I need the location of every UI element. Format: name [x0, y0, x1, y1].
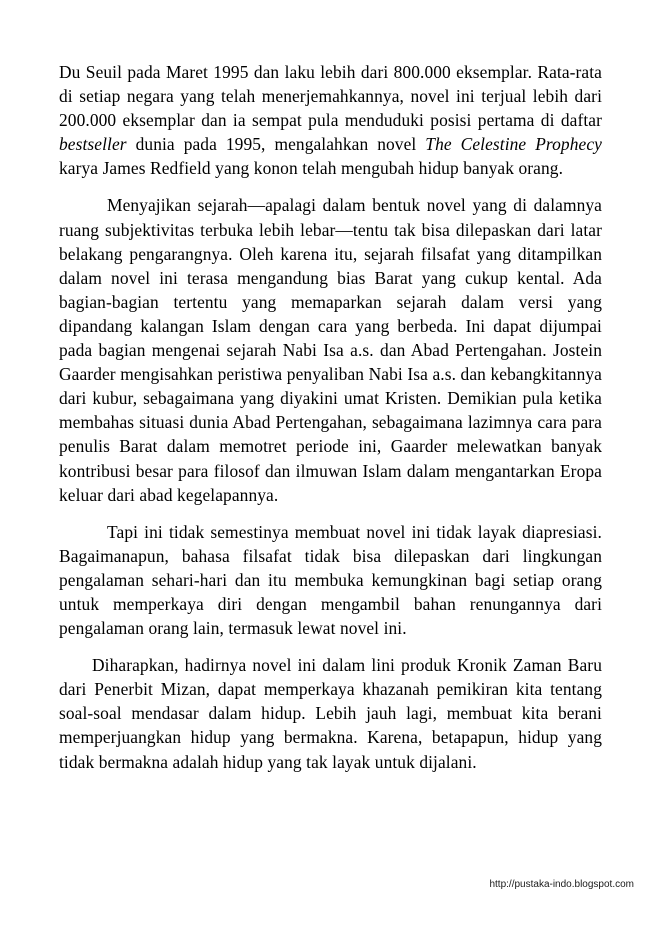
body-paragraph	[59, 653, 602, 773]
paragraph-text-run: Diharapkan, hadirnya novel ini dalam lini produk Kronik Zaman Baru dari Penerbit Mizan, dapat memperkaya khazanah pemikiran kita tentang soal-soal mendasar dalam hidup. Lebih jauh lagi, membuat kita berani memperjuangkan hidup yang bermakna. Karena, betapapun, hidup yang tidak bermakna adalah hidup yang tak layak untuk dijalani.	[59, 655, 602, 772]
paragraph-text-run: Tapi ini tidak semestinya membuat novel ini tidak layak diapresiasi. Bagaimanapun, bahasa filsafat tidak bisa dilepaskan dari lingkungan pengalaman sehari-hari dan itu membuka kemungkinan bagi setiap orang untuk memperkaya diri dengan mengambil bahan renungannya dari pengalaman orang lain, termasuk lewat novel ini.	[59, 521, 602, 639]
paragraph-text-run: Menyajikan sejarah—apalagi dalam bentuk novel yang di dalamnya ruang subjektivitas terbuka lebih lebar—tentu tak bisa dilepaskan dari latar belakang pengarangnya. Oleh karena itu, sejarah filsafat yang ditampilkan dalam novel ini terasa mengandung bias Barat yang cukup kental. Ada bagian-bagian tertentu yang memaparkan sejarah dalam versi yang dipandang kalangan Islam dengan cara yang berbeda. Ini dapat dijumpai pada bagian mengenai sejarah Nabi Isa a.s. dan Abad Pertengahan. Jostein Gaarder mengisahkan peristiwa penyaliban Nabi Isa a.s. dan kebangkitannya dari kubur, sebagaimana yang diyakini umat Kristen. Demikian pula ketika membahas situasi dunia Abad Pertengahan, sebagaimana lazimnya cara para penulis Barat dalam memotret periode ini, Gaarder melewatkan banyak kontribusi besar para filosof dan ilmuwan Islam dalam mengantarkan Eropa keluar dari abad kegelapannya.	[59, 195, 602, 505]
body-paragraph	[59, 520, 602, 640]
source-watermark-url: http://pustaka-indo.blogspot.com	[489, 879, 634, 890]
body-paragraph	[59, 60, 602, 180]
paragraph-text-run: karya James Redfield yang konon telah mengubah hidup banyak orang.	[59, 158, 564, 179]
body-paragraph	[59, 193, 602, 506]
paragraph-text-run: dunia pada 1995, mengalahkan novel	[126, 134, 426, 155]
body-text-column	[59, 60, 602, 774]
italic-title-text: The Celestine Prophecy	[425, 134, 602, 155]
italic-title-text: bestseller	[59, 134, 127, 155]
paragraph-text-run: Du Seuil pada Maret 1995 dan laku lebih dari 800.000 eksemplar. Rata-rata di setiap negara yang telah menerjemahkannya, novel ini terjual lebih dari 200.000 eksemplar dan ia sempat pula menduduki posisi pertama di daftar	[59, 62, 602, 131]
